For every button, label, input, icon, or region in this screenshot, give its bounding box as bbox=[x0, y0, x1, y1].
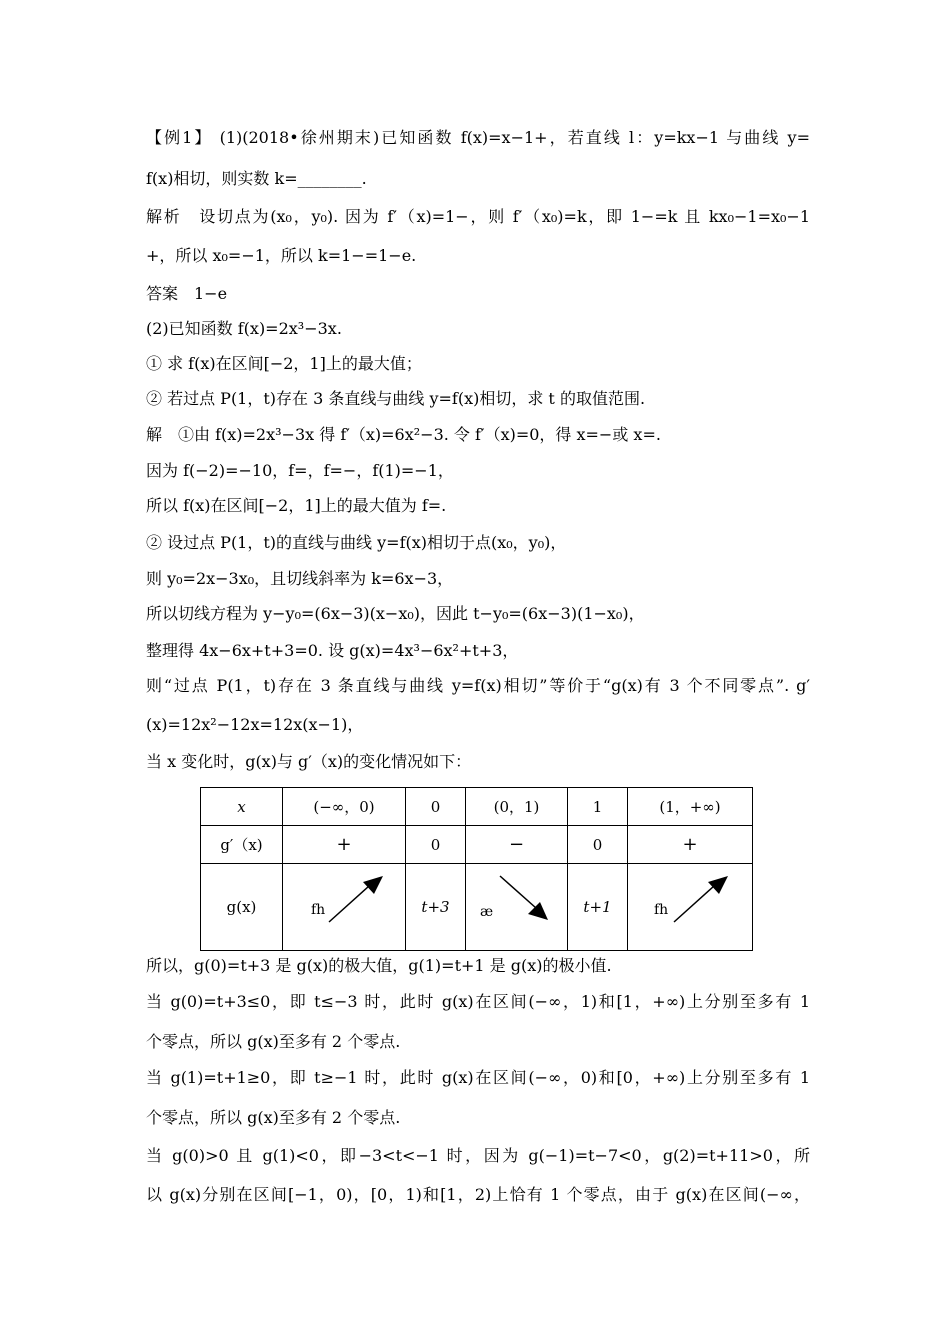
decreasing-cell bbox=[466, 864, 568, 951]
text-line: 当 x 变化时，g(x)与 g′（x)的变化情况如下： bbox=[146, 752, 472, 771]
table-cell: 0 bbox=[568, 826, 628, 864]
text-line: 个零点，所以 g(x)至多有 2 个零点. bbox=[146, 1032, 401, 1051]
text-line: 以 g(x)分别在区间[−1，0)，[0，1)和[1，2)上恰有 1 个零点，由于 g(x)在区间(−∞， bbox=[146, 1185, 810, 1204]
table-cell-label: fh bbox=[311, 902, 326, 918]
text-line: 因为 f(−2)=−10，f=，f=−，f(1)=−1， bbox=[146, 461, 454, 480]
text-line: 解析 设切点为(x₀，y₀). 因为 f′（x)=1−，则 f′（x₀)=k，即 1−=k 且 kx₀−1=x₀−1 bbox=[146, 207, 810, 226]
text-line: 整理得 4x−6x+t+3=0. 设 g(x)=4x³−6x²+t+3， bbox=[146, 641, 519, 660]
text-line: ② 若过点 P(1，t)存在 3 条直线与曲线 y=f(x)相切，求 t 的取值范围. bbox=[146, 389, 646, 408]
text-line: 当 g(0)>0 且 g(1)<0，即−3<t<−1 时，因为 g(−1)=t−7<0，g(2)=t+11>0，所 bbox=[146, 1146, 810, 1165]
table-cell: 1 bbox=[568, 788, 628, 826]
text-line: 【例1】 (1)(2018•徐州期末)已知函数 f(x)=x−1+，若直线 l：y=kx−1 与曲线 y= bbox=[146, 128, 810, 147]
table-cell: − bbox=[466, 826, 568, 864]
text-line: 则“过点 P(1，t)存在 3 条直线与曲线 y=f(x)相切”等价于“g(x)有 3 个不同零点”. g′ bbox=[146, 676, 810, 695]
text-line: 则 y₀=2x−3x₀，且切线斜率为 k=6x−3， bbox=[146, 569, 454, 588]
table-row bbox=[201, 826, 753, 864]
table-cell: g′（x) bbox=[201, 826, 283, 864]
text-line: 个零点，所以 g(x)至多有 2 个零点. bbox=[146, 1108, 401, 1127]
table-row bbox=[201, 788, 753, 826]
text-line: (x)=12x²−12x=12x(x−1)， bbox=[146, 715, 364, 734]
text-line: 答案 1−e bbox=[146, 284, 228, 303]
table-cell: + bbox=[628, 826, 753, 864]
table-cell: (−∞，0) bbox=[283, 788, 406, 826]
table-cell-label: æ bbox=[480, 904, 494, 920]
table-cell: (1，+∞) bbox=[628, 788, 753, 826]
text-line: 所以 f(x)在区间[−2，1]上的最大值为 f=. bbox=[146, 496, 447, 515]
table-cell: t+3 bbox=[406, 864, 466, 951]
table-cell: 0 bbox=[406, 788, 466, 826]
table-cell: t+1 bbox=[568, 864, 628, 951]
text-line: 当 g(1)=t+1≥0，即 t≥−1 时，此时 g(x)在区间(−∞，0)和[0，+∞)上分别至多有 1 bbox=[146, 1068, 810, 1087]
table-cell-label: fh bbox=[654, 902, 669, 918]
table-cell: 0 bbox=[406, 826, 466, 864]
text-line: 解 ①由 f(x)=2x³−3x 得 f′（x)=6x²−3. 令 f′（x)=0，得 x=−或 x=. bbox=[146, 425, 661, 444]
up-arrow-icon bbox=[672, 874, 732, 926]
text-line: +，所以 x₀=−1，所以 k=1−=1−e. bbox=[146, 246, 417, 265]
down-arrow-icon bbox=[498, 874, 554, 924]
text-line: ① 求 f(x)在区间[−2，1]上的最大值； bbox=[146, 354, 422, 373]
text-line: (2)已知函数 f(x)=2x³−3x. bbox=[146, 319, 342, 338]
variation-table bbox=[200, 787, 753, 951]
text-line: ② 设过点 P(1，t)的直线与曲线 y=f(x)相切于点(x₀，y₀)， bbox=[146, 533, 567, 552]
table-cell: x bbox=[201, 788, 283, 826]
table-cell: + bbox=[283, 826, 406, 864]
table-cell: (0，1) bbox=[466, 788, 568, 826]
text-line: 当 g(0)=t+3≤0，即 t≤−3 时，此时 g(x)在区间(−∞，1)和[1，+∞)上分别至多有 1 bbox=[146, 992, 810, 1011]
increasing-cell bbox=[628, 864, 753, 951]
table-row bbox=[201, 864, 753, 951]
text-line: 所以切线方程为 y−y₀=(6x−3)(x−x₀)，因此 t−y₀=(6x−3)(1−x₀)， bbox=[146, 604, 645, 623]
increasing-cell bbox=[283, 864, 406, 951]
table-cell: g(x) bbox=[201, 864, 283, 951]
text-line: 所以，g(0)=t+3 是 g(x)的极大值，g(1)=t+1 是 g(x)的极小值. bbox=[146, 956, 612, 975]
up-arrow-icon bbox=[327, 874, 387, 926]
text-line: f(x)相切，则实数 k=________. bbox=[146, 169, 367, 188]
